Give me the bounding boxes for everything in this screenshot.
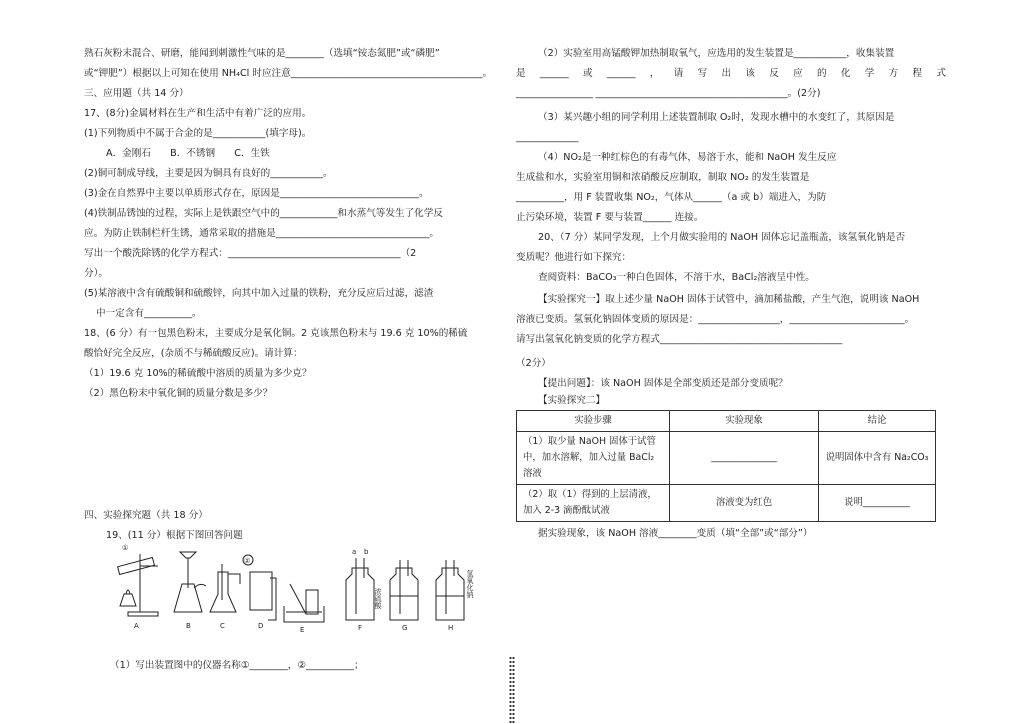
word: 请 <box>673 68 684 79</box>
question-17-part-2: (2)铜可制成导线，主要是因为铜具有良好的___________。 <box>84 168 333 179</box>
row-1-observation: ______________ <box>670 432 819 485</box>
question-20-line-2: 变质呢？他进行如下探究： <box>516 252 632 263</box>
question-18-line-2: 酸恰好完全反应，(杂质不与稀硫酸反应)。请计算： <box>84 348 303 359</box>
q19-part-2b <box>516 64 946 84</box>
section-4-heading: 四、实验探究题（共 18 分） <box>84 510 208 521</box>
row-2-step: （2）取（1）得到的上层清液，加入 2-3 滴酚酞试液 <box>517 485 670 522</box>
blank: ______ <box>539 68 569 79</box>
word: 写 <box>697 68 708 79</box>
apparatus-b <box>174 552 206 612</box>
experiment-1-line-1: 【实验探究一】取上述少量 NaOH 固体于试管中，滴加稀盐酸，产生气泡，说明该 NaOH <box>538 294 920 305</box>
question-17-part-1: (1)下列物质中不属于合金的是___________(填字母)。 <box>84 128 312 139</box>
word: 或 <box>582 68 593 79</box>
question-20-line-1: 20、（7 分）某同学发现，上个月做实验用的 NaOH 固体忘记盖瓶盖，该氢氧化钠是否 <box>538 232 906 243</box>
q19-part-2a: （2）实验室用高锰酸钾加热制取氧气，应选用的发生装置是___________，收集装置 <box>538 48 895 59</box>
word: 应 <box>793 68 803 79</box>
question-17-part-5a: (5)某溶液中含有硫酸铜和硫酸锌，向其中加入过量的铁粉，充分反应后过滤，滤渣 <box>84 288 434 299</box>
question-17-options: A．金刚石 B．不锈钢 C．生铁 <box>106 148 270 159</box>
blank: ______ <box>606 68 636 79</box>
word: 程 <box>912 68 923 79</box>
q19-part-4d: 止污染环境，装置 F 要与装置______ 连接。 <box>516 212 704 223</box>
question-17-part-4d: 分）。 <box>84 268 108 279</box>
header-step: 实验步骤 <box>517 411 670 432</box>
label-g: G <box>402 624 408 632</box>
section-3-heading: 三、应用题（共 14 分） <box>84 88 189 99</box>
experiment-1-line-3: 请写出氢氧化钠变质的化学方程式______________________________________ <box>516 334 843 345</box>
left-column <box>84 44 494 404</box>
right-column <box>516 44 946 544</box>
reference-info: 查阅资料：BaCO₃一种白色固体，不溶于水，BaCl₂溶液呈中性。 <box>538 272 815 283</box>
apparatus-e <box>284 584 324 622</box>
apparatus-h <box>436 560 464 620</box>
table-header-row <box>517 411 936 432</box>
question-17-part-3: (3)金在自然界中主要以单质形式存在，原因是_____________________________。 <box>84 188 429 199</box>
word: 学 <box>864 68 875 79</box>
question-17-part-5b: 中一定含有__________。 <box>96 308 202 319</box>
marker-b: b <box>364 548 369 556</box>
h-reagent-label: 氢氧化钠 <box>466 570 474 598</box>
q19-part-2c: ________________ ________________________________________。(2分) <box>516 88 821 99</box>
q19-part-4b: 生成盐和水，实验室用铜和浓硝酸反应制取，制取 NO₂ 的发生装置是 <box>516 172 810 183</box>
g-reagent-label: 浓硫酸 <box>374 588 382 609</box>
apparatus-g <box>390 560 418 620</box>
header-conclusion: 结论 <box>819 411 936 432</box>
word: 方 <box>888 68 899 79</box>
table-row <box>517 432 936 485</box>
header-observation: 实验现象 <box>670 411 819 432</box>
question-19-title: 19、(11 分）根据下图回答问题 <box>106 530 243 541</box>
apparatus-a <box>118 554 158 616</box>
fertilizer-line-2: 或“钾肥”）根据以上可知在使用 NH₄Cl 时应注意________________________________________。 <box>84 68 493 79</box>
word: 化 <box>840 68 851 79</box>
label-d: D <box>258 622 264 630</box>
row-2-conclusion: 说明__________ <box>819 485 936 522</box>
q19-part-4c: __________，用 F 装置收集 NO₂，气体从______（a 或 b）端进入，为防 <box>516 192 827 203</box>
label-e: E <box>300 626 305 634</box>
word: 的 <box>817 68 827 79</box>
question-19-part-1: （1）写出装置图中的仪器名称①________，②__________； <box>110 660 364 671</box>
word: 反 <box>769 68 779 79</box>
apparatus-figure <box>100 544 490 634</box>
row-2-observation: 溶液变为红色 <box>670 485 819 522</box>
apparatus-f <box>346 558 374 620</box>
word: 是 <box>516 68 526 79</box>
problem-statement: 【提出问题】：该 NaOH 固体是全部变质还是部分变质呢？ <box>538 378 788 389</box>
marker-1: ① <box>122 544 129 552</box>
q19-part-4a: （4）NO₂是一种红棕色的有毒气体，易溶于水，能和 NaOH 发生反应 <box>538 152 837 163</box>
experiment-1-points: （2分） <box>516 358 551 369</box>
label-f: F <box>358 624 363 632</box>
row-1-conclusion: 说明固体中含有 Na₂CO₃ <box>819 432 936 485</box>
word: ， <box>649 68 660 79</box>
question-17-part-4c: 写出一个酸洗除锈的化学方程式：____________________________________（2 <box>84 248 417 259</box>
apparatus-c <box>210 564 240 612</box>
question-17-title: 17、(8分)金属材料在生产和生活中有着广泛的应用。 <box>84 108 312 119</box>
q19-part-3-blank: _____________ <box>516 132 579 143</box>
fertilizer-line-1: 熟石灰粉末混合、研磨，能闻到刺激性气味的是________（选填“铵态氮肥”或“磷肥” <box>84 48 440 59</box>
experiment-2-heading: 【实验探究二】 <box>538 395 606 406</box>
q19-part-3: （3）某兴趣小组的同学利用上述装置制取 O₂时，发现水槽中的水变红了，其原因是 <box>538 112 895 123</box>
word: 式 <box>936 68 946 79</box>
label-a: A <box>134 622 139 630</box>
row-1-step: （1）取少量 NaOH 固体于试管中，加水溶解，加入过量 BaCl₂ 溶液 <box>517 432 670 485</box>
table-row <box>517 485 936 522</box>
marker-2: ② <box>244 557 251 565</box>
question-17-part-4a: (4)铁制品锈蚀的过程，实际上是铁跟空气中的____________和水蒸气等发生了化学反 <box>84 208 443 219</box>
final-conclusion: 据实验现象，该 NaOH 溶液________变质（填“全部”或“部分”） <box>538 528 813 539</box>
word: 该 <box>745 68 755 79</box>
experiment-table <box>516 410 936 522</box>
label-b: B <box>186 622 191 630</box>
label-c: C <box>220 622 225 630</box>
experiment-1-line-2: 溶液已变质。氢氧化钠固体变质的原因是：_________________，________________________。 <box>516 314 915 325</box>
question-18-line-1: 18、(6 分）有一包黑色粉末，主要成分是氧化铜。2 克该黑色粉末与 19.6 克 10%的稀硫 <box>84 328 468 339</box>
marker-a: a <box>352 548 357 556</box>
label-h: H <box>448 624 454 632</box>
binding-margin-dots <box>509 656 515 724</box>
section-4 <box>84 506 494 546</box>
question-18-part-1: （1）19.6 克 10%的稀硫酸中溶质的质量为多少克？ <box>84 368 312 379</box>
word: 出 <box>721 68 732 79</box>
question-18-part-2: （2）黑色粉末中氧化铜的质量分数是多少？ <box>84 388 273 399</box>
question-17-part-4b: 应。为防止铁制栏杆生锈，通常采取的措施是________________________________。 <box>84 228 439 239</box>
